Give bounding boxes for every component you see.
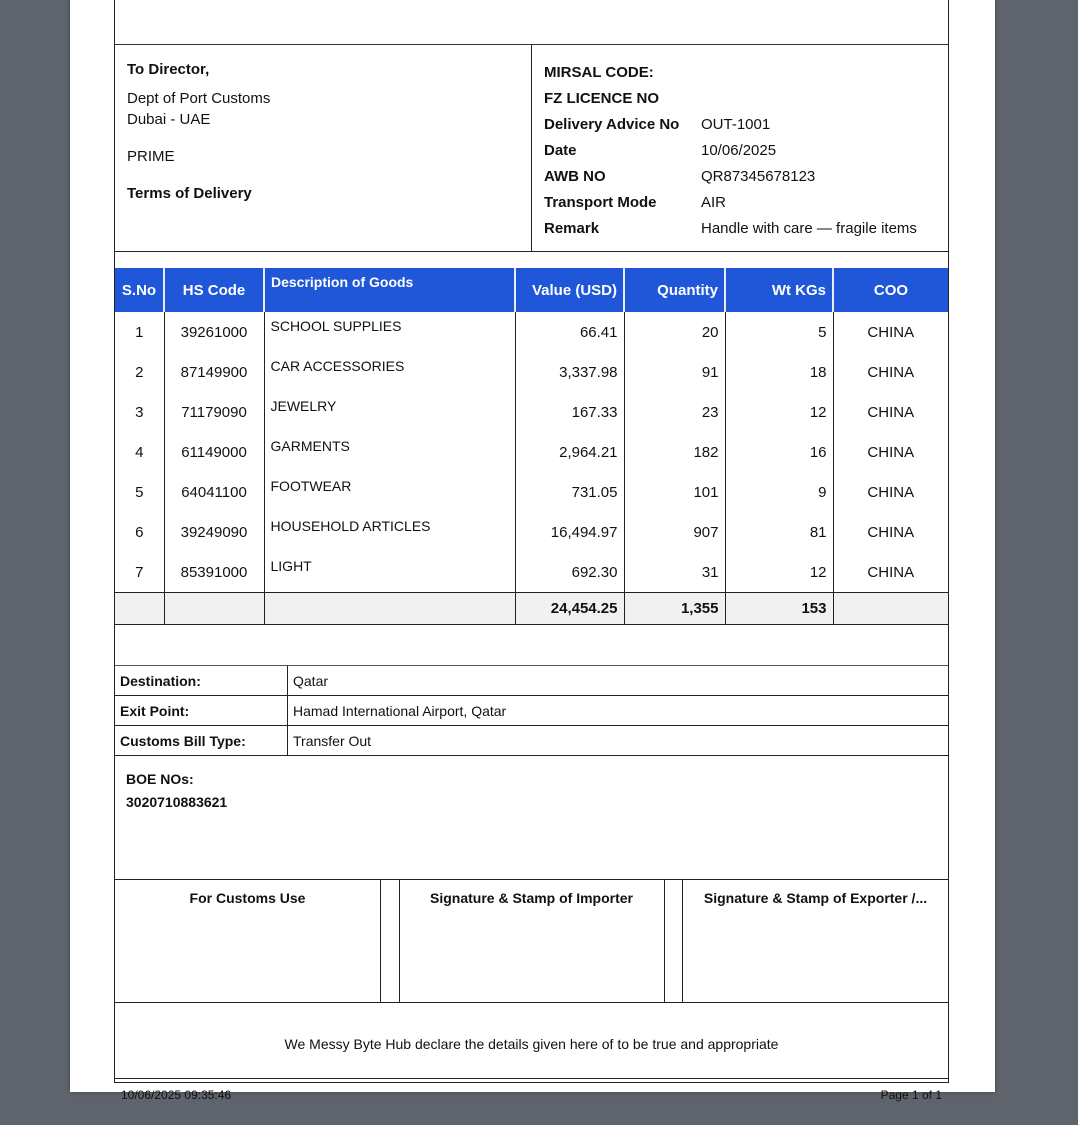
description-cell: HOUSEHOLD ARTICLES bbox=[264, 512, 515, 552]
quantity-cell: 101 bbox=[624, 472, 725, 512]
sno-cell: 7 bbox=[115, 552, 164, 593]
coo-cell: CHINA bbox=[833, 512, 948, 552]
exit-point-value: Hamad International Airport, Qatar bbox=[293, 702, 507, 719]
sno-cell: 6 bbox=[115, 512, 164, 552]
meta-row bbox=[544, 189, 936, 215]
table-row bbox=[115, 552, 948, 593]
exit-point-label: Exit Point: bbox=[115, 696, 288, 725]
description-cell: CAR ACCESSORIES bbox=[264, 352, 515, 392]
coo-cell: CHINA bbox=[833, 472, 948, 512]
weight-cell: 16 bbox=[725, 432, 833, 472]
hs-code-cell: 64041100 bbox=[164, 472, 264, 512]
goods-table bbox=[115, 268, 948, 625]
weight-cell: 12 bbox=[725, 392, 833, 432]
weight-cell: 9 bbox=[725, 472, 833, 512]
dept-line-2: Dubai - UAE bbox=[127, 111, 211, 128]
customs-bill-type-row bbox=[115, 726, 948, 756]
empty-cell bbox=[164, 593, 264, 625]
hs-code-cell: 71179090 bbox=[164, 392, 264, 432]
column-header-coo: COO bbox=[833, 268, 948, 312]
coo-cell: CHINA bbox=[833, 352, 948, 392]
boe-label: BOE NOs: bbox=[126, 771, 194, 787]
value-cell: 16,494.97 bbox=[515, 512, 624, 552]
meta-value: Handle with care — fragile items bbox=[701, 219, 917, 237]
goods-table-header bbox=[115, 268, 948, 312]
quantity-cell: 91 bbox=[624, 352, 725, 392]
quantity-cell: 31 bbox=[624, 552, 725, 593]
description-cell: JEWELRY bbox=[264, 392, 515, 432]
dept-line-1: Dept of Port Customs bbox=[127, 90, 271, 107]
destination-row bbox=[115, 666, 948, 696]
column-header-description: Description of Goods bbox=[264, 268, 515, 312]
column-header-weight: Wt KGs bbox=[725, 268, 833, 312]
table-row bbox=[115, 512, 948, 552]
meta-value: AIR bbox=[701, 193, 727, 211]
document-frame bbox=[114, 0, 949, 1102]
weight-cell: 5 bbox=[725, 312, 833, 352]
description-cell: LIGHT bbox=[264, 552, 515, 593]
page-footer bbox=[115, 1079, 948, 1125]
empty-cell bbox=[115, 593, 164, 625]
table-row bbox=[115, 312, 948, 352]
sno-cell: 2 bbox=[115, 352, 164, 392]
total-quantity-cell: 1,355 bbox=[624, 593, 725, 625]
destination-label: Destination: bbox=[115, 666, 288, 695]
hs-code-cell: 39249090 bbox=[164, 512, 264, 552]
value-cell: 167.33 bbox=[515, 392, 624, 432]
meta-row bbox=[544, 137, 936, 163]
column-header-sno: S.No bbox=[115, 268, 164, 312]
table-row bbox=[115, 472, 948, 512]
sno-cell: 3 bbox=[115, 392, 164, 432]
page-number: Page 1 of 1 bbox=[880, 1088, 942, 1102]
meta-label: MIRSAL CODE: bbox=[544, 63, 654, 81]
quantity-cell: 182 bbox=[624, 432, 725, 472]
meta-row bbox=[544, 59, 936, 85]
description-cell: SCHOOL SUPPLIES bbox=[264, 312, 515, 352]
quantity-cell: 20 bbox=[624, 312, 725, 352]
coo-cell: CHINA bbox=[833, 432, 948, 472]
exporter-signature-box: Signature & Stamp of Exporter /... bbox=[682, 880, 948, 1003]
destination-value: Qatar bbox=[293, 672, 329, 689]
importer-signature-box: Signature & Stamp of Importer bbox=[399, 879, 665, 1003]
meta-value: 10/06/2025 bbox=[701, 141, 777, 159]
coo-cell: CHINA bbox=[833, 312, 948, 352]
meta-row bbox=[544, 163, 936, 189]
customs-use-box: For Customs Use bbox=[115, 880, 381, 1003]
hs-code-cell: 87149900 bbox=[164, 352, 264, 392]
table-row bbox=[115, 352, 948, 392]
meta-label: Delivery Advice No bbox=[544, 115, 680, 133]
sno-cell: 1 bbox=[115, 312, 164, 352]
value-cell: 731.05 bbox=[515, 472, 624, 512]
customs-bill-type-label: Customs Bill Type: bbox=[115, 726, 288, 755]
salutation: To Director, bbox=[127, 61, 210, 78]
coo-cell: CHINA bbox=[833, 392, 948, 432]
print-timestamp: 10/06/2025 09:35:46 bbox=[121, 1088, 232, 1102]
meta-row bbox=[544, 111, 936, 137]
total-value-cell: 24,454.25 bbox=[515, 593, 624, 625]
weight-cell: 12 bbox=[725, 552, 833, 593]
meta-label: Remark bbox=[544, 219, 600, 237]
table-row bbox=[115, 432, 948, 472]
table-row bbox=[115, 392, 948, 432]
signature-section bbox=[115, 879, 948, 1003]
value-cell: 3,337.98 bbox=[515, 352, 624, 392]
document-page bbox=[70, 0, 995, 1102]
column-header-hs-code: HS Code bbox=[164, 268, 264, 312]
empty-cell bbox=[264, 593, 515, 625]
totals-row bbox=[115, 593, 948, 625]
description-cell: FOOTWEAR bbox=[264, 472, 515, 512]
meta-row bbox=[544, 85, 936, 111]
meta-label: Transport Mode bbox=[544, 193, 657, 211]
hs-code-cell: 61149000 bbox=[164, 432, 264, 472]
description-cell: GARMENTS bbox=[264, 432, 515, 472]
quantity-cell: 23 bbox=[624, 392, 725, 432]
weight-cell: 81 bbox=[725, 512, 833, 552]
empty-cell bbox=[833, 593, 948, 625]
meta-value: QR87345678123 bbox=[701, 167, 816, 185]
hs-code-cell: 39261000 bbox=[164, 312, 264, 352]
meta-label: FZ LICENCE NO bbox=[544, 89, 659, 107]
addressee-block bbox=[115, 45, 532, 251]
total-weight-cell: 153 bbox=[725, 593, 833, 625]
weight-cell: 18 bbox=[725, 352, 833, 392]
column-header-quantity: Quantity bbox=[624, 268, 725, 312]
sno-cell: 4 bbox=[115, 432, 164, 472]
column-header-value: Value (USD) bbox=[515, 268, 624, 312]
header-section bbox=[115, 45, 948, 252]
value-cell: 2,964.21 bbox=[515, 432, 624, 472]
meta-row bbox=[544, 215, 936, 241]
quantity-cell: 907 bbox=[624, 512, 725, 552]
boe-number: 3020710883621 bbox=[126, 794, 228, 810]
value-cell: 66.41 bbox=[515, 312, 624, 352]
company-name: PRIME bbox=[127, 148, 175, 165]
meta-value: OUT-1001 bbox=[701, 115, 771, 133]
terms-of-delivery-label: Terms of Delivery bbox=[127, 185, 252, 202]
table-spacer bbox=[115, 625, 948, 666]
sno-cell: 5 bbox=[115, 472, 164, 512]
declaration: We Messy Byte Hub declare the details given here of to be true and appropriate bbox=[115, 1003, 948, 1079]
coo-cell: CHINA bbox=[833, 552, 948, 593]
top-blank-section bbox=[115, 0, 948, 45]
customs-bill-type-value: Transfer Out bbox=[293, 732, 372, 749]
value-cell: 692.30 bbox=[515, 552, 624, 593]
exit-point-row bbox=[115, 696, 948, 726]
meta-block bbox=[532, 45, 948, 251]
meta-label: Date bbox=[544, 141, 577, 159]
hs-code-cell: 85391000 bbox=[164, 552, 264, 593]
boe-section bbox=[115, 756, 948, 879]
meta-label: AWB NO bbox=[544, 167, 606, 185]
